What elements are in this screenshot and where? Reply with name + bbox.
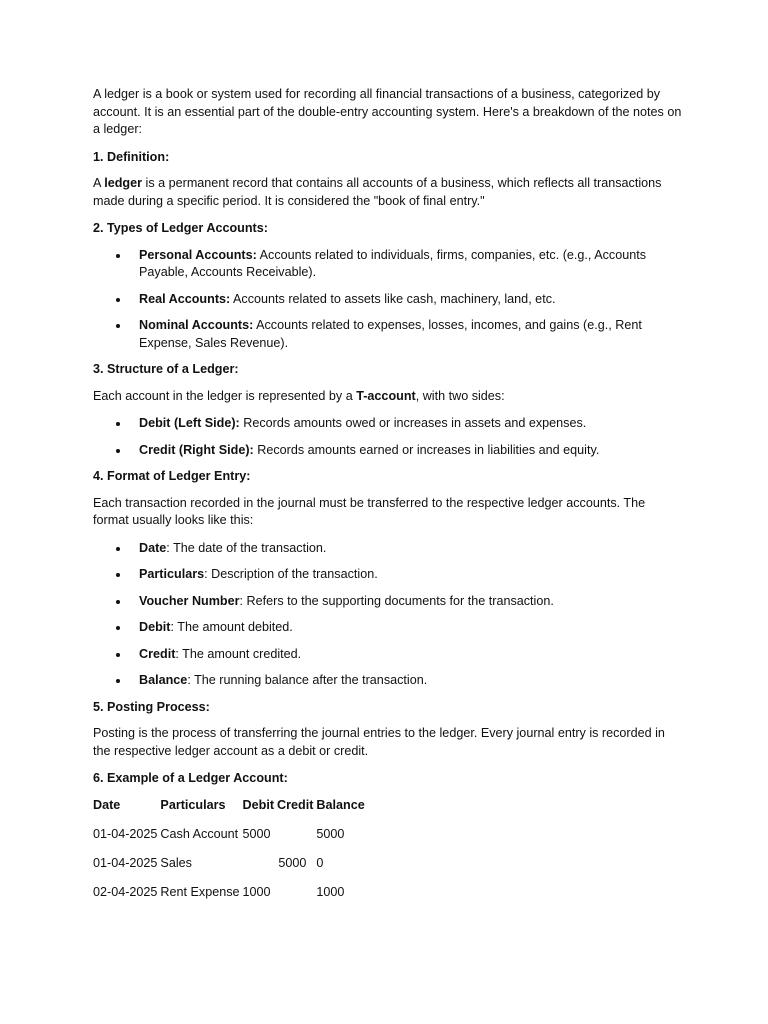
column-header-credit: Credit — [277, 797, 314, 812]
list-item-term: Voucher Number — [139, 593, 240, 608]
list-item-term: Debit — [139, 620, 171, 634]
column-header-debit: Debit — [242, 797, 275, 812]
cell-particulars: Rent Expense — [160, 884, 240, 899]
cell-debit: 1000 — [242, 884, 271, 899]
structure-paragraph — [93, 388, 683, 406]
list-item-nominal-accounts — [93, 317, 683, 352]
cell-debit: 5000 — [242, 826, 271, 841]
list-item-term: Date — [139, 540, 167, 555]
cell-credit — [277, 884, 316, 913]
list-item-term: Particulars — [139, 567, 205, 581]
list-item-text: : The date of the transaction. — [166, 540, 327, 555]
list-item-personal-accounts — [93, 247, 683, 282]
intro-paragraph: A ledger is a book or system used for recording all financial transactions of a business, categorized by account. It is an essential part of the double-entry accounting system. Here's a breakdown of the notes on a ledger: — [93, 87, 682, 136]
format-paragraph: Each transaction recorded in the journal must be transferred to the respective ledger accounts. The format usually looks like this: — [93, 495, 646, 527]
section-heading-posting: 5. Posting Process: — [93, 699, 210, 714]
cell-date: 01-04-2025 — [93, 855, 158, 870]
list-item-credit — [93, 646, 683, 664]
table-header-row — [93, 797, 368, 826]
section-heading-structure: 3. Structure of a Ledger: — [93, 362, 239, 376]
list-item-text: Records amounts owed or increases in assets and expenses. — [239, 416, 587, 430]
list-item-text: : The running balance after the transaction. — [187, 673, 428, 687]
document-body — [93, 86, 683, 913]
posting-paragraph: Posting is the process of transferring the journal entries to the ledger. Every journal entry is recorded in the respective ledger account as a debit or credit. — [93, 726, 665, 758]
cell-balance: 5000 — [316, 826, 345, 841]
cell-date: 02-04-2025 — [93, 884, 158, 899]
list-item-real-accounts — [93, 291, 683, 309]
list-item-text: : The amount credited. — [175, 646, 302, 661]
format-list — [93, 540, 683, 690]
cell-debit — [243, 855, 277, 884]
structure-term: T-account — [356, 388, 416, 403]
column-header-particulars: Particulars — [160, 797, 226, 812]
section-heading-format: 4. Format of Ledger Entry: — [93, 469, 251, 483]
list-item-text: : The amount debited. — [170, 620, 293, 634]
column-header-balance: Balance — [316, 797, 365, 812]
structure-text-a: Each account in the ledger is represented by a — [93, 388, 357, 403]
definition-text-a: A — [93, 176, 105, 190]
list-item-date — [93, 540, 683, 558]
cell-date: 01-04-2025 — [93, 826, 158, 841]
list-item-text: Accounts related to individuals, firms, companies, etc. (e.g., Accounts Payable, Accounts Receivable). — [139, 247, 647, 279]
list-item-balance — [93, 672, 683, 690]
list-item-term: Real Accounts: — [139, 291, 231, 306]
definition-text-b: is a permanent record that contains all accounts of a business, which reflects all transactions made during a specific period. It is considered the "book of final entry." — [93, 176, 662, 208]
list-item-particulars — [93, 566, 683, 584]
list-item-debit — [93, 619, 683, 637]
table-row — [93, 826, 368, 855]
cell-credit: 5000 — [278, 855, 307, 870]
definition-term: ledger — [104, 176, 143, 190]
structure-text-b: , with two sides: — [415, 388, 505, 403]
list-item-text: Records amounts earned or increases in liabilities and equity. — [253, 442, 600, 457]
section-heading-example: 6. Example of a Ledger Account: — [93, 771, 288, 785]
types-list — [93, 247, 683, 353]
list-item-term: Debit (Left Side): — [139, 416, 240, 430]
cell-credit — [277, 826, 316, 855]
structure-list — [93, 415, 683, 459]
list-item-term: Nominal Accounts: — [139, 318, 254, 332]
section-heading-definition: 1. Definition: — [93, 149, 170, 164]
cell-balance: 0 — [316, 855, 324, 870]
list-item-text: : Description of the transaction. — [204, 567, 378, 581]
list-item-credit-side — [93, 442, 683, 460]
list-item-voucher-number — [93, 593, 683, 611]
list-item-term: Credit (Right Side): — [139, 442, 254, 457]
table-row — [93, 884, 368, 913]
column-header-date: Date — [93, 797, 121, 812]
section-heading-types: 2. Types of Ledger Accounts: — [93, 221, 268, 235]
list-item-text: : Refers to the supporting documents for the transaction. — [239, 593, 554, 608]
list-item-text: Accounts related to expenses, losses, incomes, and gains (e.g., Rent Expense, Sales Revenue). — [139, 318, 642, 350]
definition-paragraph — [93, 175, 683, 210]
cell-balance: 1000 — [316, 884, 345, 899]
list-item-debit-side — [93, 415, 683, 433]
table-row — [93, 855, 368, 884]
list-item-text: Accounts related to assets like cash, machinery, land, etc. — [230, 291, 556, 306]
ledger-example-table — [93, 797, 368, 913]
cell-particulars: Sales — [160, 855, 192, 870]
list-item-term: Credit — [139, 646, 176, 661]
list-item-term: Personal Accounts: — [139, 247, 257, 262]
list-item-term: Balance — [139, 673, 188, 687]
cell-particulars: Cash Account — [160, 826, 239, 841]
